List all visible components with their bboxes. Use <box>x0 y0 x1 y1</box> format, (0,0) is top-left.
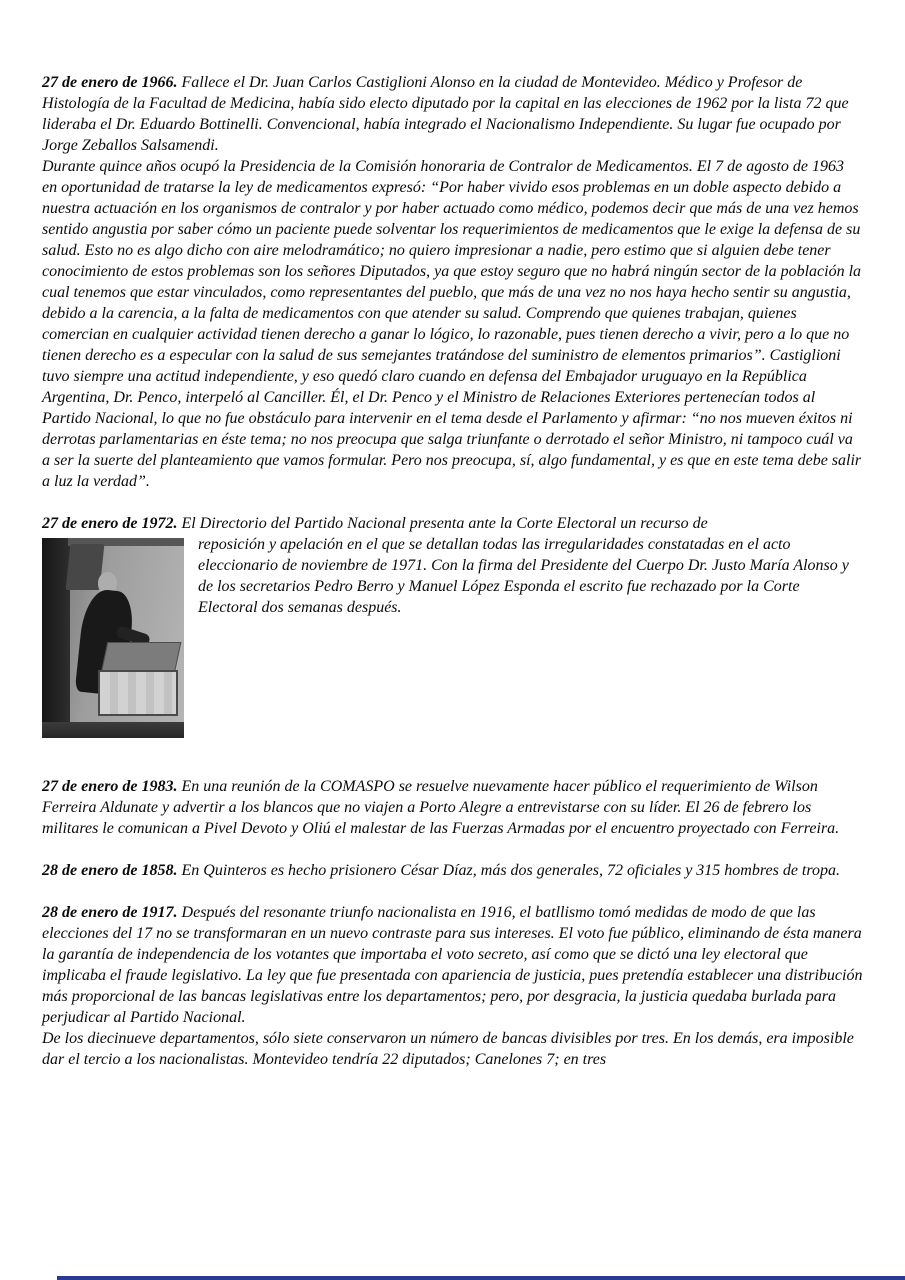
entry-1917 <box>42 902 863 1070</box>
man-suitcase-photo <box>42 538 184 738</box>
entry-1972-text-intro: El Directorio del Partido Nacional presenta ante la Corte Electoral un recurso de <box>181 515 708 532</box>
entry-1972-first-line <box>42 513 863 534</box>
entry-1983-text: En una reunión de la COMASPO se resuelve nuevamente hacer público el requerimiento de Wilson Ferreira Aldunate y advertir a los blancos que no viajen a Porto Alegre a entrevistarse con su líder. El 26 de febrero los militares le comunican a Pivel Devoto y Oliú el malestar de las Fuerzas Armadas por el encuentro proyectado con Ferreira. <box>42 778 840 837</box>
photo-floor-shape <box>42 722 184 738</box>
entry-1983-date: 27 de enero de 1983. <box>42 778 178 795</box>
entry-1972 <box>42 513 863 742</box>
entry-1983 <box>42 776 863 839</box>
photo-wardrobe-door-shape <box>42 538 70 738</box>
entry-1972-text-wrapped: reposición y apelación en el que se detallan todas las irregularidades constatadas en el acto eleccionario de noviembre de 1971. Con la firma del Presidente del Cuerpo Dr. Justo María Alonso y de los secretarios Pedro Berro y Manuel López Esponda el escrito fue rechazado por la Corte Electoral dos semanas después. <box>198 536 849 616</box>
entry-1858-date: 28 de enero de 1858. <box>42 862 178 879</box>
entry-1972-date: 27 de enero de 1972. <box>42 515 178 532</box>
entry-1917-text-1: Después del resonante triunfo nacionalista en 1916, el batllismo tomó medidas de modo de que las elecciones del 17 no se transformaran en un nuevo contraste para sus intereses. El voto fue público, eliminando de ésta manera la garantía de independencia de los votantes que importaba el voto secreto, así como que se dictó una ley electoral que implicaba el fraude legislativo. La ley que fue presentada con apariencia de justicia, pues pretendía establecer una distribución más proporcional de las bancas legislativas entre los departamentos; pero, por desgracia, la justicia quedaba burlada para perjudicar al Partido Nacional. <box>42 904 863 1026</box>
photo-suitcase-shape <box>98 670 178 716</box>
entry-1858-text: En Quinteros es hecho prisionero César Díaz, más dos generales, 72 oficiales y 315 hombres de tropa. <box>181 862 840 879</box>
entry-1972-photo-row <box>42 534 863 742</box>
entry-1917-text-2: De los diecinueve departamentos, sólo siete conservaron un número de bancas divisibles por tres. En los demás, era imposible dar el tercio a los nacionalistas. Montevideo tendría 22 diputados; Canelones 7; en tres <box>42 1030 854 1068</box>
entry-1858 <box>42 860 863 881</box>
entry-1966 <box>42 72 863 492</box>
entry-1917-date: 28 de enero de 1917. <box>42 904 178 921</box>
entry-1966-date: 27 de enero de 1966. <box>42 74 178 91</box>
bottom-page-rule <box>57 1276 905 1280</box>
entry-1966-text-1: Fallece el Dr. Juan Carlos Castiglioni Alonso en la ciudad de Montevideo. Médico y Profesor de Histología de la Facultad de Medicina, había sido electo diputado por la capital en las elecciones de 1962 por la lista 72 que lideraba el Dr. Eduardo Bottinelli. Convencional, había integrado el Nacionalismo Independiente. Su lugar fue ocupado por Jorge Zeballos Salsamendi. <box>42 74 849 154</box>
entry-1966-text-2: Durante quince años ocupó la Presidencia de la Comisión honoraria de Contralor de Medicamentos. El 7 de agosto de 1963 en oportunidad de tratarse la ley de medicamentos expresó: “Por haber vivido esos problemas en un doble aspecto debido a nuestra actuación en los organismos de contralor y por haber actuado como médico, podemos decir que más de una vez hemos sentido angustia por saber cómo un paciente puede solventar los requerimientos de medicamentos que le exige la defensa de su salud. Esto no es algo dicho con aire melodramático; no quiero impresionar a nadie, pero estimo que si alguien debe tener conocimiento de estos problemas son los señores Diputados, ya que estoy seguro que no habrá ningún sector de la población la cual tenemos que estar vinculados, como representantes del pueblo, que más de una vez no nos haya hecho sentir su angustia, debido a la carencia, a la falta de medicamentos con que atender su salud. Comprendo que quienes trabajan, quienes comercian en cualquier actividad tienen derecho a ganar lo lógico, lo razonable, pues tienen derecho a vivir, pero a lo que no tienen derecho es a especular con la salud de sus semejantes tratándose del suministro de elementos primarios”. Castiglioni tuvo siempre una actitud independiente, y eso quedó claro cuando en defensa del Embajador uruguayo en la República Argentina, Dr. Penco, interpeló al Canciller. Él, el Dr. Penco y el Ministro de Relaciones Exteriores pertenecían todos al Partido Nacional, lo que no fue obstáculo para intervenir en el tema desde el Parlamento y afirmar: “no nos mueven éxitos ni derrotas parlamentarias en éste tema; no nos preocupa que salga triunfante o derrotado el señor Ministro, ni tampoco cuál va a ser la suerte del planteamiento que vamos formular. Pero nos preocupa, sí, algo fundamental, y es que en este tema debe salir a luz la verdad”. <box>42 158 862 490</box>
